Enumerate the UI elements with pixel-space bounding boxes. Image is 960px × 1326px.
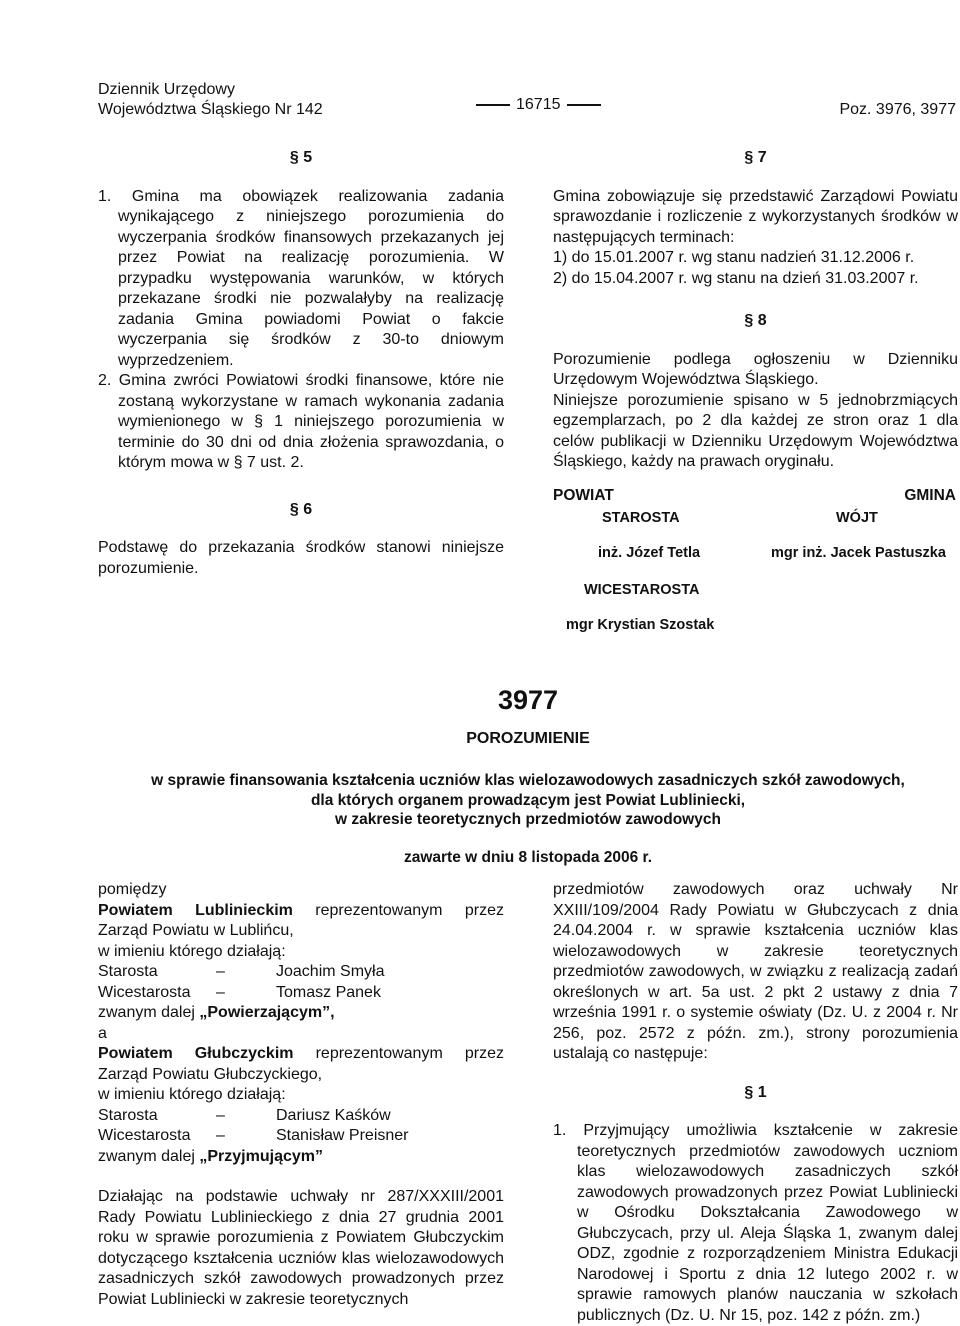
dash-left <box>476 104 510 106</box>
sig-wicestarosta-title: WICESTAROSTA <box>584 582 700 598</box>
rep-name: Joachim Smyła <box>276 963 385 980</box>
rep-dash: – <box>216 963 225 980</box>
journal-line2: Województwa Śląskiego Nr 142 <box>98 101 323 118</box>
rep-dash: – <box>216 1127 225 1144</box>
called-prefix: zwanym dalej <box>98 1004 200 1021</box>
doc-number: 3977 <box>497 685 559 715</box>
acting-label-1: w imieniu którego działają: <box>98 942 286 960</box>
left-column-bottom <box>98 880 504 1310</box>
sig-starosta-name: inż. Józef Tetla <box>598 545 701 561</box>
journal-title <box>98 80 323 120</box>
party-1-alias: „Powierzającym”, <box>199 1004 335 1021</box>
rep-dash: – <box>216 983 225 1001</box>
section-5-title: § 5 <box>289 149 313 166</box>
rep-name: Dariusz Kaśków <box>276 1106 391 1124</box>
section-1-para-1: 1. Przyjmujący umożliwia kształcenie w zakresie teoretycznych przedmiotów zawodowych uczniom klas wielozawodowych zasadniczych szkół zawodowych prowadzonych przez Powiat Lubliniecki w Ośrodku Dokształcania Zawodowego w Głubczycach, przy ul. Aleja Śląska 1, zwanym dalej ODZ, zgodnie z rozporządzeniem Ministra Edukacji Narodowej i Sportu z dnia 12 lutego 2002 r. w sprawie ramowych planów nauczania w szkołach publicznych (Dz. U. Nr 15, poz. 142 z późn. zm.) <box>553 1122 958 1324</box>
party-2-name: Powiatem Głubczyckim <box>98 1045 294 1062</box>
sig-starosta-title: STAROSTA <box>602 510 680 526</box>
rep-role: Starosta <box>98 1106 158 1124</box>
section-8-para-1: Porozumienie podlega ogłoszeniu w Dzienniku Urzędowym Województwa Śląskiego. <box>553 350 958 388</box>
rep-role: Wicestarosta <box>98 1127 191 1144</box>
sig-wicestarosta-name: mgr Krystian Szostak <box>566 617 715 633</box>
sig-wojt-name: mgr inż. Jacek Pastuszka <box>771 545 946 561</box>
doc-subject <box>98 771 958 830</box>
section-7-text: Gmina zobowiązuje się przedstawić Zarządowi Powiatu sprawozdanie i rozliczenie z wykorzystanych środków w następujących terminach: <box>553 187 958 246</box>
section-7-item-2: 2) do 15.04.2007 r. wg stanu na dzień 31.03.2007 r. <box>553 269 919 287</box>
rep-name: Stanisław Preisner <box>276 1127 409 1144</box>
section-8-title: § 8 <box>744 312 767 329</box>
party-1-rest: reprezentowanym przez Zarząd Powiatu w Lublińcu, <box>98 901 504 939</box>
basis-continuation: przedmiotów zawodowych oraz uchwały Nr XXIII/109/2004 Rady Powiatu w Głubczycach z dnia 24.04.2004 r. w sprawie kształcenia uczniów klas wielozawodowych w zakresie teoretycznych przedmiotów zawodowych, w związku z realizacją zadań określonych w art. 5a ust. 2 pkt 2 ustawy z dnia 7 września 1991 r. o systemie oświaty (Dz. U. z 2004 r. Nr 256, poz. 2572 z późn. zm.), strony porozumienia ustalają co następuje: <box>553 881 958 1062</box>
called-prefix: zwanym dalej <box>98 1147 200 1165</box>
section-5-para-2: 2. Gmina zwróci Powiatowi środki finansowe, które nie zostaną wykorzystane w ramach wykonania zadania wymienionego w § 1 niniejszego porozumienia w terminie do 30 dni od dnia złożenia sprawozdania, o którym mowa w § 7 ust. 2. <box>98 372 504 471</box>
party-2-alias: „Przyjmującym” <box>199 1147 323 1165</box>
party-2-rep-1 <box>98 1106 504 1127</box>
between-label: pomiędzy <box>98 881 167 898</box>
acting-label-2: w imieniu którego działają: <box>98 1086 286 1103</box>
right-column-bottom <box>553 880 958 1326</box>
section-8-para-2: Niniejsze porozumienie spisano w 5 jednobrzmiących egzemplarzach, po 2 dla każdej ze stron oraz 1 dla celów publikacji w Dzienniku Urzędowym Województwa Śląskiego, każdy na prawach oryginału. <box>553 391 958 470</box>
rep-dash: – <box>216 1106 225 1124</box>
section-6-text: Podstawę do przekazania środków stanowi niniejsze porozumienie. <box>98 539 504 577</box>
and-label: a <box>98 1024 107 1042</box>
party-1-rep-2 <box>98 983 504 1004</box>
party-1-rep-1 <box>98 962 504 983</box>
section-6-title: § 6 <box>289 500 313 518</box>
legal-basis: Działając na podstawie uchwały nr 287/XXXIII/2001 Rady Powiatu Lublinieckiego z dnia 27 grudnia 2001 roku w sprawie porozumienia z Powiatem Głubczyckim dotyczącego kształcenia uczniów klas wielozawodowych zasadniczych szkół zawodowych prowadzonych przez Powiat Lubliniecki w zakresie teoretycznych <box>98 1188 504 1308</box>
doc-subject-line1: w sprawie finansowania kształcenia uczniów klas wielozawodowych zasadniczych szkół zawodowych, <box>151 772 905 789</box>
party-2-called <box>98 1147 504 1168</box>
rep-role: Wicestarosta <box>98 983 191 1001</box>
page-number: 16715 <box>516 96 561 113</box>
rep-role: Starosta <box>98 963 158 980</box>
section-7-item-1: 1) do 15.01.2007 r. wg stanu nadzień 31.12.2006 r. <box>553 249 915 266</box>
doc-subject-line2: dla których organem prowadzącym jest Powiat Lubliniecki, <box>310 791 746 809</box>
party-1-name: Powiatem Lublinieckim <box>98 901 293 919</box>
sig-wojt-title: WÓJT <box>836 510 878 526</box>
sig-powiat: POWIAT <box>553 487 614 504</box>
journal-line1: Dziennik Urzędowy <box>98 81 235 98</box>
section-7-title: § 7 <box>744 149 767 166</box>
doc-subject-line3: w zakresie teoretycznych przedmiotów zawodowych <box>335 811 721 828</box>
section-5-para-1: 1. Gmina ma obowiązek realizowania zadania wynikającego z niniejszego porozumienia do wyczerpania środków finansowych przekazanych jej przez Powiat na realizację porozumienia. W przypadku występowania warunków, w których przekazane środki nie pozwalałyby na realizację zadania Gmina powiadomi Powiat o fakcie wyczerpania się środków z 30-to dniowym wyprzedzeniem. <box>98 187 504 369</box>
party-1-called <box>98 1003 504 1024</box>
rep-name: Tomasz Panek <box>276 983 381 1001</box>
doc-date: zawarte w dniu 8 listopada 2006 r. <box>403 849 653 866</box>
position-ref: Poz. 3976, 3977 <box>839 101 956 118</box>
page-number-block <box>476 95 601 115</box>
party-2-rep-2 <box>98 1126 504 1147</box>
left-column-top <box>98 148 504 579</box>
doc-type: POROZUMIENIE <box>466 730 590 747</box>
dash-right <box>567 104 601 106</box>
sig-gmina: GMINA <box>904 487 956 504</box>
right-column-top <box>553 148 958 473</box>
party-2 <box>98 1044 504 1085</box>
section-1-title: § 1 <box>744 1083 767 1101</box>
party-2-rest: reprezentowanym przez Zarząd Powiatu Głubczyckiego, <box>98 1045 504 1083</box>
party-1 <box>98 901 504 942</box>
